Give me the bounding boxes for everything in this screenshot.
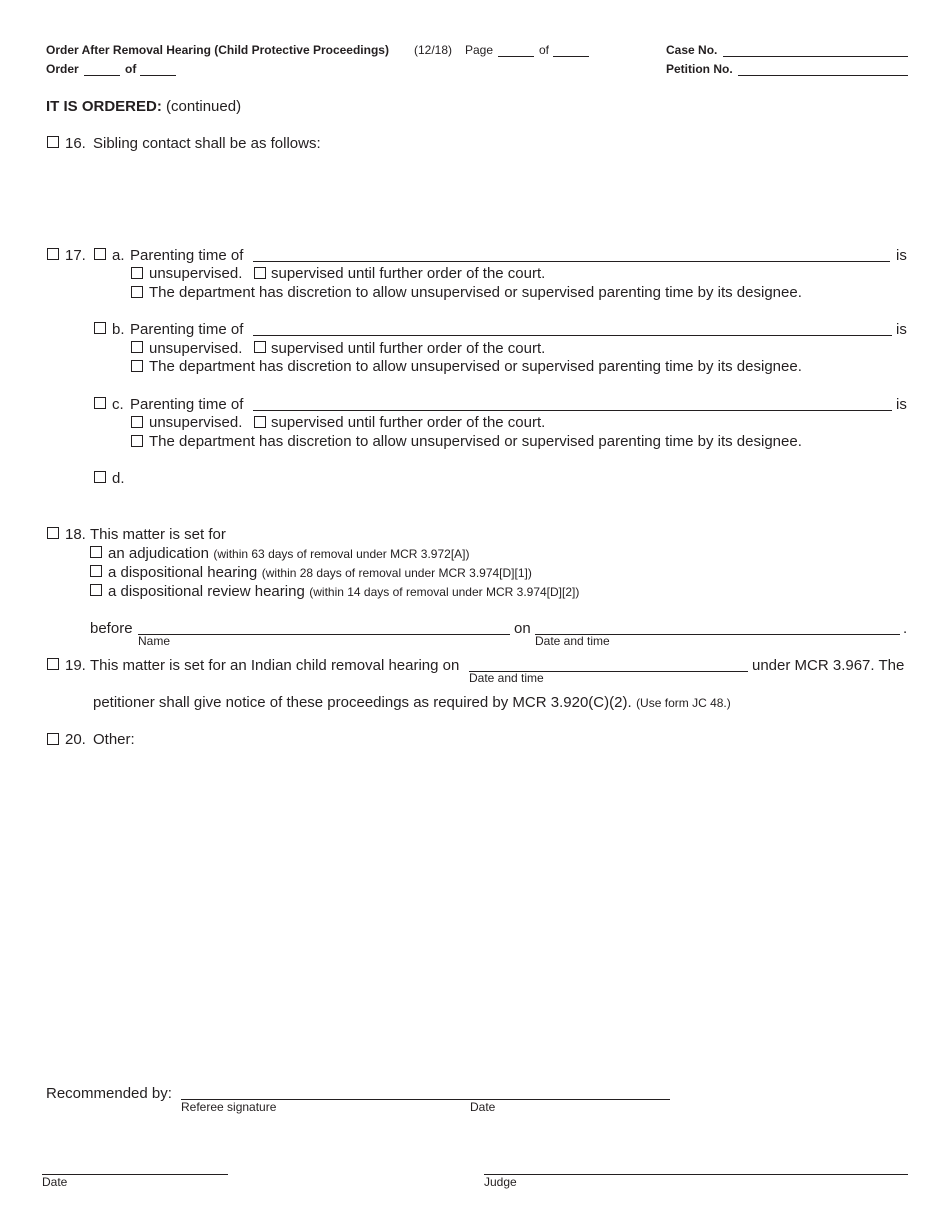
order-total-field[interactable] (140, 75, 176, 76)
item17a-parent-name-field[interactable] (253, 261, 890, 262)
item17-number: 17. (65, 247, 86, 264)
judge-date-caption: Date (42, 1175, 68, 1189)
item17b-department-label: The department has discretion to allow unsupervised or supervised parenting time by its designee. (149, 358, 802, 375)
item17c-parenting-label: Parenting time of (130, 396, 244, 413)
case-no-field[interactable] (723, 56, 908, 57)
item17c-letter: c. (112, 396, 124, 413)
item17b-unsupervised-checkbox[interactable] (131, 341, 143, 353)
item17d-checkbox[interactable] (94, 471, 106, 483)
item16-checkbox[interactable] (47, 136, 59, 148)
item17c-department-label: The department has discretion to allow unsupervised or supervised parenting time by its designee. (149, 433, 802, 450)
item20-text: Other: (93, 731, 135, 748)
item20-checkbox[interactable] (47, 733, 59, 745)
item17-checkbox[interactable] (47, 248, 59, 260)
item19-notice (93, 694, 731, 712)
ordered-heading (46, 98, 241, 115)
item17a-supervised-label: supervised until further order of the court. (271, 265, 546, 282)
item17c-supervised-checkbox[interactable] (254, 416, 266, 428)
form-date: (12/18) (414, 43, 453, 57)
item18-on-label: on (514, 620, 531, 637)
item19-number: 19. (65, 657, 86, 674)
item18-dispositional-note: (within 28 days of removal under MCR 3.974[D][1]) (261, 566, 532, 580)
item18-date-caption: Date and time (535, 634, 610, 648)
item18-name-caption: Name (138, 634, 171, 648)
item18-adjudication-note: (within 63 days of removal under MCR 3.972[A]) (213, 547, 470, 561)
item18-review-note: (within 14 days of removal under MCR 3.974[D][2]) (309, 585, 580, 599)
item17a-checkbox[interactable] (94, 248, 106, 260)
item18-review-checkbox[interactable] (90, 584, 102, 596)
item17b-unsupervised-label: unsupervised. (149, 340, 243, 357)
ordered-label: IT IS ORDERED: (46, 98, 162, 115)
item18-number: 18. (65, 526, 86, 543)
referee-date-caption: Date (470, 1100, 496, 1114)
item18-review-label: a dispositional review hearing (108, 583, 305, 600)
item17c-department-checkbox[interactable] (131, 435, 143, 447)
recommended-by-label: Recommended by: (46, 1085, 172, 1102)
order-label: Order (46, 62, 79, 76)
item17a-supervised-checkbox[interactable] (254, 267, 266, 279)
petition-no-label: Petition No. (666, 62, 733, 76)
page-label: Page (465, 43, 494, 57)
judge-date-field[interactable] (42, 1174, 228, 1175)
item17b-is-label: is (896, 321, 907, 338)
item18-dispositional-label: a dispositional hearing (108, 564, 258, 581)
item17b-parenting-label: Parenting time of (130, 321, 244, 338)
item17b-department-checkbox[interactable] (131, 360, 143, 372)
item19-checkbox[interactable] (47, 658, 59, 670)
item18-dispositional-checkbox[interactable] (90, 565, 102, 577)
item18-review-option (108, 583, 579, 601)
item17c-parent-name-field[interactable] (253, 410, 892, 411)
item19-notice-text: petitioner shall give notice of these proceedings as required by MCR 3.920(C)(2). (93, 694, 632, 711)
order-of-label: of (125, 62, 137, 76)
item18-adjudication-label: an adjudication (108, 545, 209, 562)
item18-before-label: before (90, 620, 133, 637)
item17c-checkbox[interactable] (94, 397, 106, 409)
ordered-continued: (continued) (166, 98, 242, 115)
item18-checkbox[interactable] (47, 527, 59, 539)
order-number-field[interactable] (84, 75, 120, 76)
item17a-unsupervised-label: unsupervised. (149, 265, 243, 282)
item19-form-note: (Use form JC 48.) (636, 696, 731, 710)
case-no-label: Case No. (666, 43, 718, 57)
item18-name-field[interactable] (138, 634, 510, 635)
item17a-is-label: is (896, 247, 907, 264)
item17a-department-checkbox[interactable] (131, 286, 143, 298)
petition-no-field[interactable] (738, 75, 908, 76)
item17a-letter: a. (112, 247, 125, 264)
item17c-unsupervised-label: unsupervised. (149, 414, 243, 431)
item18-adjudication-option (108, 545, 470, 563)
item20-number: 20. (65, 731, 86, 748)
item17a-unsupervised-checkbox[interactable] (131, 267, 143, 279)
item19-text: This matter is set for an Indian child removal hearing on (90, 657, 460, 674)
item17b-letter: b. (112, 321, 125, 338)
item19-date-caption: Date and time (469, 671, 544, 685)
item16-text: Sibling contact shall be as follows: (93, 135, 321, 152)
item17b-supervised-checkbox[interactable] (254, 341, 266, 353)
item18-period: . (903, 620, 908, 637)
item17c-unsupervised-checkbox[interactable] (131, 416, 143, 428)
referee-signature-caption: Referee signature (181, 1100, 277, 1114)
item16-number: 16. (65, 135, 86, 152)
item17b-supervised-label: supervised until further order of the court. (271, 340, 546, 357)
item18-text: This matter is set for (90, 526, 226, 543)
judge-caption: Judge (484, 1175, 517, 1189)
item19-after-text: under MCR 3.967. The (752, 657, 905, 674)
item17c-is-label: is (896, 396, 907, 413)
page-number-field[interactable] (498, 56, 534, 57)
page-of-label: of (539, 43, 550, 57)
page-total-field[interactable] (553, 56, 589, 57)
item17b-checkbox[interactable] (94, 322, 106, 334)
item17c-supervised-label: supervised until further order of the court. (271, 414, 546, 431)
item17d-letter: d. (112, 470, 125, 487)
item17a-department-label: The department has discretion to allow unsupervised or supervised parenting time by its designee. (149, 284, 802, 301)
form-title: Order After Removal Hearing (Child Protective Proceedings) (46, 43, 389, 57)
item18-adjudication-checkbox[interactable] (90, 546, 102, 558)
item18-dispositional-option (108, 564, 532, 582)
item17b-parent-name-field[interactable] (253, 335, 892, 336)
item17a-parenting-label: Parenting time of (130, 247, 244, 264)
judge-signature-field[interactable] (484, 1174, 908, 1175)
